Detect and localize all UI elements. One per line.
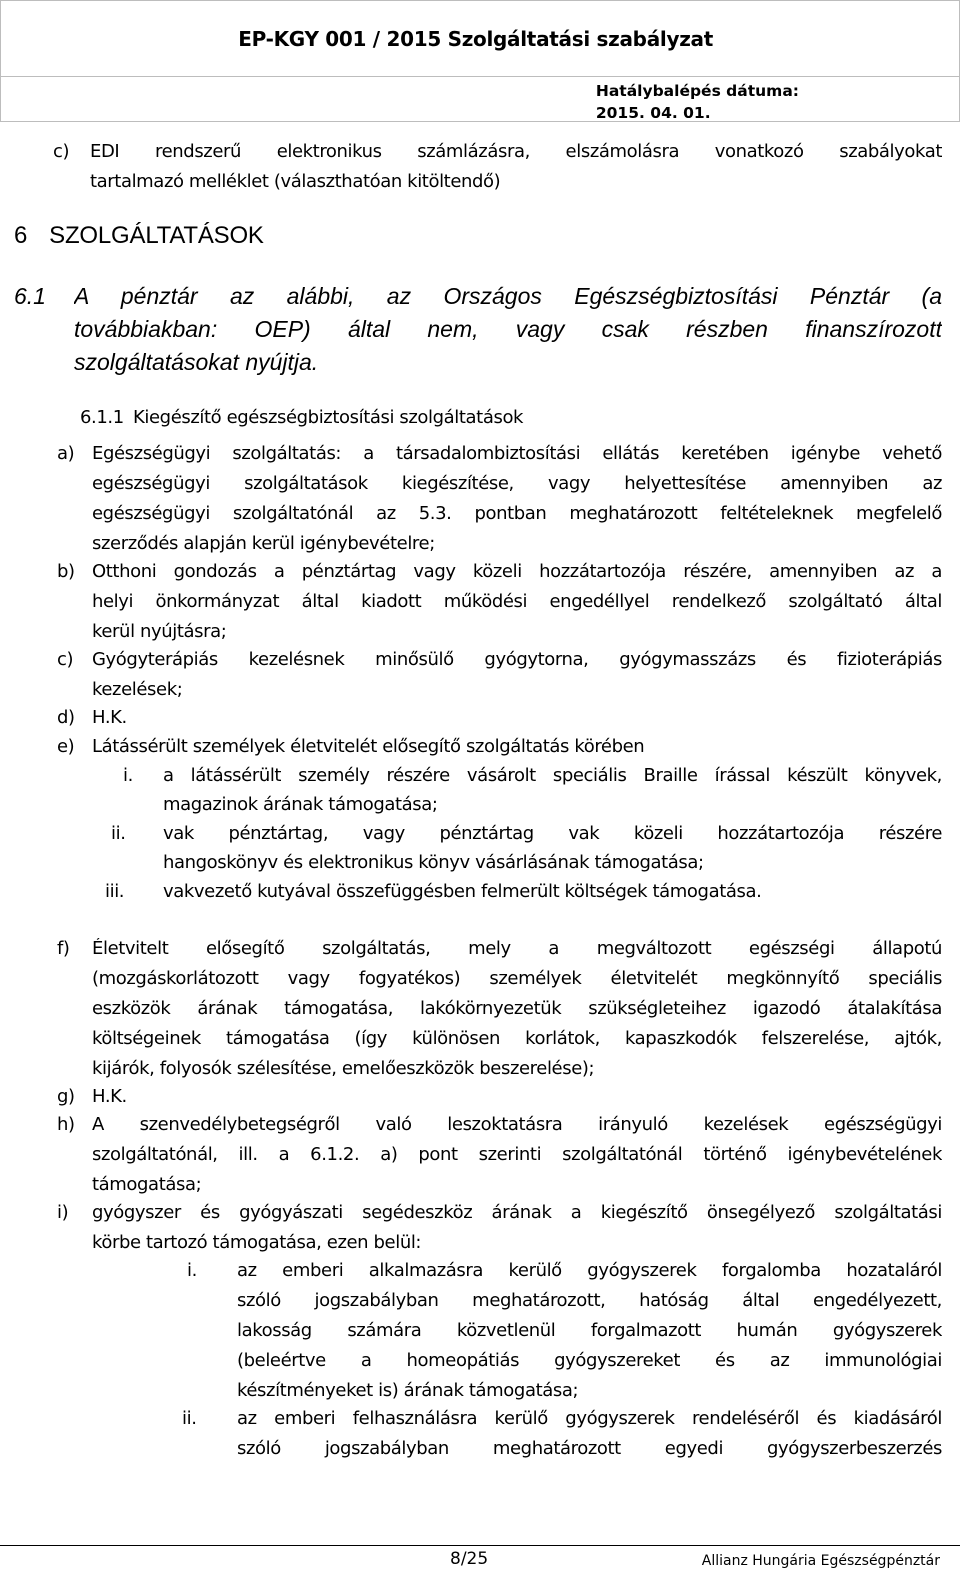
item-label: a): [57, 443, 75, 464]
subitem-label: iii.: [105, 881, 125, 902]
text-line: az emberi alkalmazásra kerülő gyógyszerek forgalomba hozataláról: [237, 1260, 942, 1281]
text-line: eszközök árának támogatása, lakókörnyezetük szükségleteihez igazodó átalakítása: [92, 998, 942, 1019]
text-line: körbe tartozó támogatása, ezen belül:: [92, 1232, 422, 1253]
text-line: szerződés alapján kerül igénybevételre;: [92, 533, 435, 554]
text-line: a látássérült személy részére vásárolt speciális Braille írással készült könyvek,: [163, 765, 942, 786]
text-line: támogatása;: [92, 1174, 202, 1195]
subitem-label: i.: [187, 1260, 197, 1281]
section-title: SZOLGÁLTATÁSOK: [49, 222, 264, 249]
effective-date-block: [596, 80, 799, 124]
section-number: 6: [14, 222, 28, 249]
effective-date-value: 2015. 04. 01.: [595, 104, 711, 122]
text-line: H.K.: [92, 707, 127, 728]
item-label: e): [57, 736, 75, 757]
text-line: továbbiakban: OEP) által nem, vagy csak részben finanszírozott: [74, 316, 942, 342]
item-label: g): [57, 1086, 75, 1107]
document-title: EP-KGY 001 / 2015 Szolgáltatási szabályzat: [238, 27, 713, 51]
text-line: kijárók, folyosók szélesítése, emelőeszközök beszerelése);: [92, 1058, 595, 1079]
text-line: (mozgáskorlátozott vagy fogyatékos) személyek életvitelét megkönnyítő speciális: [92, 968, 942, 989]
subsubsection-number: 6.1.1: [80, 407, 124, 428]
item-label: d): [57, 707, 75, 728]
text-line: vakvezető kutyával összefüggésben felmerült költségek támogatása.: [163, 881, 762, 902]
text-line: szolgáltatásokat nyújtja.: [74, 349, 319, 375]
subitem-label: i.: [123, 765, 133, 786]
text-line: kezelések;: [92, 679, 183, 700]
footer-divider: [0, 1545, 960, 1546]
effective-date-label: Hatálybalépés dátuma:: [595, 82, 799, 100]
text-line: szóló jogszabályban meghatározott, hatóság által engedélyezett,: [237, 1290, 942, 1311]
text-line: hangoskönyv és elektronikus könyv vásárlásának támogatása;: [163, 852, 704, 873]
text-line: Látássérült személyek életvitelét elősegítő szolgáltatás körében: [92, 736, 645, 757]
text-line: Otthoni gondozás a pénztártag vagy közeli hozzátartozója részére, amennyiben az a: [92, 561, 942, 582]
text-line: vak pénztártag, vagy pénztártag vak közeli hozzátartozója részére: [163, 823, 942, 844]
text-line: (beleértve a homeopátiás gyógyszereket és az immunológiai: [237, 1350, 942, 1371]
subsection-number: 6.1: [14, 283, 46, 309]
text-line: szolgáltatónál, ill. a 6.1.2. a) pont szerinti szolgáltatónál történő igénybevételének: [92, 1144, 942, 1165]
subitem-label: ii.: [182, 1408, 197, 1429]
text-line: Gyógyterápiás kezelésnek minősülő gyógytorna, gyógymasszázs és fizioterápiás: [92, 649, 942, 670]
text-line: EDI rendszerű elektronikus számlázásra, elszámolásra vonatkozó szabályokat: [90, 141, 942, 162]
text-line: magazinok árának támogatása;: [163, 794, 438, 815]
text-line: A szenvedélybetegségről való leszoktatásra irányuló kezelések egészségügyi: [92, 1114, 942, 1135]
header-title-row: [1, 1, 959, 77]
text-line: helyi önkormányzat által kiadott működési engedéllyel rendelkező szolgáltató által: [92, 591, 942, 612]
company-name: Allianz Hungária Egészségpénztár: [701, 1553, 940, 1569]
item-label: h): [57, 1114, 75, 1135]
text-line: egészségügyi szolgáltatások kiegészítése, vagy helyettesítése amennyiben az: [92, 473, 942, 494]
item-label: b): [57, 561, 75, 582]
subsubsection-title: Kiegészítő egészségbiztosítási szolgáltatások: [133, 407, 524, 428]
item-label: i): [57, 1202, 69, 1223]
item-label: c): [57, 649, 74, 670]
text-line: kerül nyújtásra;: [92, 621, 227, 642]
text-line: gyógyszer és gyógyászati segédeszköz árának a kiegészítő önsegélyező szolgáltatási: [92, 1202, 942, 1223]
text-line: tartalmazó melléklet (választhatóan kitöltendő): [90, 171, 501, 192]
text-line: készítményeket is) árának támogatása;: [237, 1380, 579, 1401]
text-line: Egészségügyi szolgáltatás: a társadalombiztosítási ellátás keretében igénybe vehető: [92, 443, 942, 464]
text-line: lakosság számára közvetlenül forgalmazott humán gyógyszerek: [237, 1320, 942, 1341]
item-label: c): [53, 141, 70, 162]
item-label: f): [57, 938, 70, 959]
text-line: egészségügyi szolgáltatónál az 5.3. pontban meghatározott feltételeknek megfelelő: [92, 503, 942, 524]
text-line: H.K.: [92, 1086, 127, 1107]
subitem-label: ii.: [111, 823, 126, 844]
text-line: költségeinek támogatása (így különösen korlátok, kapaszkodók felszerelése, ajtók,: [92, 1028, 942, 1049]
text-line: az emberi felhasználásra kerülő gyógyszerek rendeléséről és kiadásáról: [237, 1408, 942, 1429]
text-line: Életvitelt elősegítő szolgáltatás, mely a megváltozott egészségi állapotú: [92, 938, 942, 959]
text-line: szóló jogszabályban meghatározott egyedi gyógyszerbeszerzés: [237, 1438, 942, 1459]
section-heading: [14, 222, 264, 250]
text-line: A pénztár az alábbi, az Országos Egészségbiztosítási Pénztár (a: [74, 283, 942, 309]
page-header: [0, 0, 960, 122]
page-number: 8/25: [450, 1549, 489, 1569]
